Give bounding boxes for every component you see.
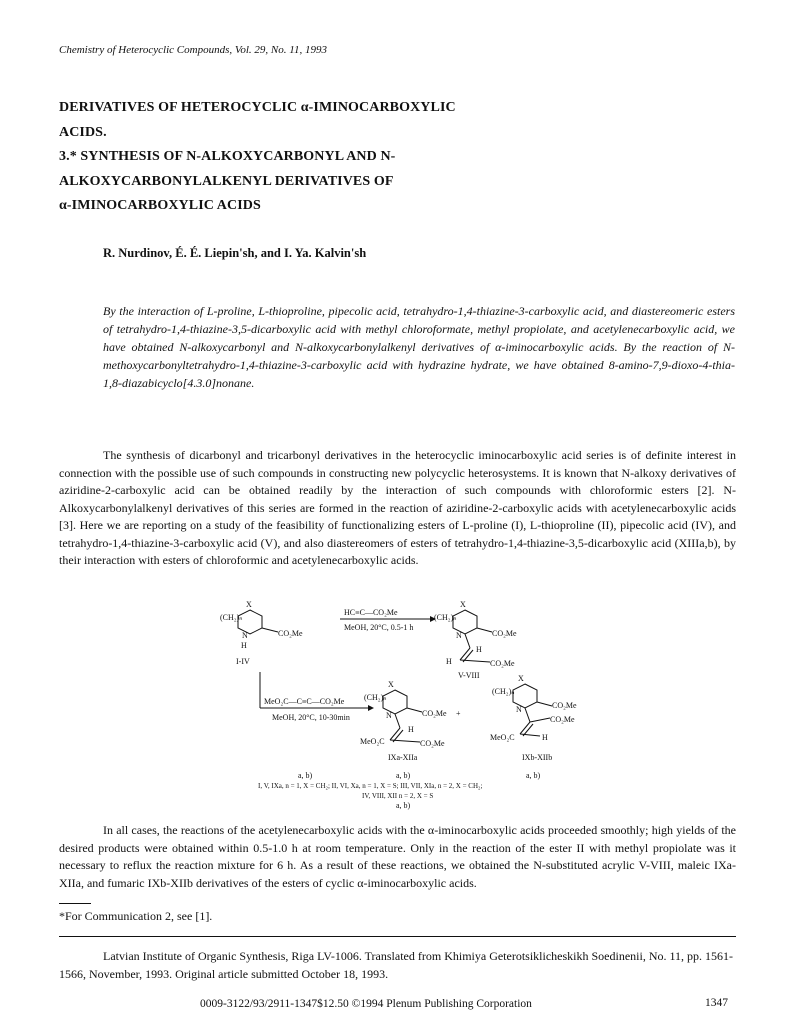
x-label: X	[518, 674, 524, 683]
results-paragraph: In all cases, the reactions of the acetylenecarboxylic acids with the α-iminocarboxylic acids proceeded smoothly; high yields of the desired products were obtained within 0.5-1.0 h at room temperature. Only in the reaction of the ester II with methyl propiolate was it necessary to reflux the reaction mixture for 6 h. As a result of these reactions, we obtained the N-substituted acrylic V-VIII, maleic IXa-XIIa, and fumaric IXb-XIIb derivatives of the esters of cyclic α-iminocarboxylic acids.	[59, 823, 736, 890]
x-label: X	[460, 600, 466, 609]
h-label: H	[542, 733, 548, 742]
scheme-note-ab: a, b)	[526, 771, 541, 780]
title-line: 3.* SYNTHESIS OF N-ALKOXYCARBONYL AND N-	[59, 149, 396, 164]
title-line: ALKOXYCARBONYLALKENYL DERIVATIVES OF	[59, 173, 394, 189]
co2me-label: CO₂Me	[550, 715, 575, 724]
ch2n-label: (CH₂)ₙ	[434, 613, 457, 622]
ch2n-label: (CH₂)ₙ	[220, 613, 243, 622]
co2me-label: CO₂Me	[420, 739, 445, 748]
journal-header: Chemistry of Heterocyclic Compounds, Vol. 29, No. 11, 1993	[59, 44, 327, 56]
x-label: X	[246, 600, 252, 609]
plus-sign: +	[456, 709, 461, 718]
reagent-propiolate: HC≡C—CO₂Me	[344, 608, 398, 617]
scheme-note-line2: IV, VIII, XII n = 2, X = S	[362, 792, 434, 800]
h-label: H	[241, 641, 247, 650]
copyright-code: 0009-3122/93/2911-1347$12.50 ©1994 Plenum Publishing Corporation	[200, 998, 532, 1010]
n-label: N	[516, 705, 522, 714]
reaction-scheme	[220, 592, 620, 822]
co2me-label: CO₂Me	[422, 709, 447, 718]
intro-paragraph: The synthesis of dicarbonyl and tricarbonyl derivatives in the heterocyclic iminocarboxylic acid series is of definite interest in connection with the possible use of such compounds in constructing new polycyclic heterosystems. It is known that N-alkoxy derivatives of aziridine-2-carboxylic acid can be obtained readily by the interaction of such compounds with chloroformic esters [2]. N-Alkoxycarbonylalkenyl derivatives of this series are formed in the reaction of aziridine-2-carboxylic acids with acetylenecarboxylic acids [3]. Here we are reporting on a study of the feasibility of functionalizing esters of L-proline (I), L-thioproline (II), pipecolic acid (IV), and tetrahydro-1,4-thiazine-3-carboxylic acid (V), and also diastereomers of esters of tetrahydro-1,4-thiazine-3,5-dicarboxylic acid (XIIIa,b), by their interaction with esters of chloroformic and acetylenecarboxylic acids.	[59, 448, 736, 567]
n-label: N	[242, 631, 248, 640]
co2me-label: CO₂Me	[278, 629, 303, 638]
affiliation: Latvian Institute of Organic Synthesis, Riga LV-1006. Translated from Khimiya Geterotsiklicheskikh Soedinenii, No. 11, pp. 1561-1566, November, 1993. Original article submitted October 18, 1993.	[59, 949, 734, 981]
h-label: H	[476, 645, 482, 654]
meo2c-label: MeO₂C	[490, 733, 515, 742]
article-title	[59, 96, 456, 219]
n-label: N	[386, 711, 392, 720]
product-compound-label: IXb-XIIb	[522, 753, 553, 762]
scheme-note-line1: I, V, IXa, n = 1, X = CH₂; II, VI, Xa, n = 1, X = S; III, VII, XIa, n = 2, X = CH₂;	[258, 782, 483, 790]
title-line: ACIDS.	[59, 124, 107, 140]
affiliation-rule	[59, 936, 736, 937]
scheme-note-ab: a, b)	[298, 771, 313, 780]
footnote: *For Communication 2, see [1].	[59, 909, 213, 923]
ch2n-label: (CH₂)ₙ	[364, 693, 387, 702]
title-line: α-IMINOCARBOXYLIC ACIDS	[59, 198, 261, 213]
scheme-note-ab: a, b)	[396, 801, 411, 810]
h-label: H	[446, 657, 452, 666]
meo2c-label: MeO₂C	[360, 737, 385, 746]
product-compound-label: IXa-XIIa	[388, 753, 418, 762]
co2me-label: CO₂Me	[492, 629, 517, 638]
x-label: X	[388, 680, 394, 689]
start-compound-label: I-IV	[236, 657, 250, 666]
reagent-acetylenedicarboxylate: MeO₂C—C≡C—CO₂Me	[264, 697, 345, 706]
scheme-note-ab: a, b)	[396, 771, 411, 780]
h-label: H	[408, 725, 414, 734]
footnote-rule	[59, 903, 91, 904]
co2me-label: CO₂Me	[552, 701, 577, 710]
co2me-label: CO₂Me	[490, 659, 515, 668]
ch2n-label: (CH₂)ₙ	[492, 687, 515, 696]
title-line: DERIVATIVES OF HETEROCYCLIC α-IMINOCARBOXYLIC	[59, 100, 456, 115]
conditions-1: MeOH, 20°C, 0.5-1 h	[344, 623, 414, 632]
authors: R. Nurdinov, É. É. Liepin'sh, and I. Ya. Kalvin'sh	[103, 246, 367, 260]
abstract: By the interaction of L-proline, L-thioproline, pipecolic acid, tetrahydro-1,4-thiazine-3-carboxylic acid, and diastereomeric esters of tetrahydro-1,4-thiazine-3,5-dicarboxylic acid with methyl chloroformate, methyl propiolate, and acetylenecarboxylic acid, we have obtained N-alkoxycarbonyl and N-alkoxycarbonylalkenyl derivatives of α-iminocarboxylic acids. By the reaction of N-methoxycarbonyltetrahydro-1,4-thiazine-3-carboxylic acid with hydrazine hydrate, we have obtained 8-amino-7,9-dioxo-4-thia-1,8-diazabicyclo[4.3.0]nonane.	[103, 304, 735, 390]
n-label: N	[456, 631, 462, 640]
conditions-2: MeOH, 20°C, 10-30min	[272, 713, 350, 722]
page-number: 1347	[705, 997, 728, 1009]
product-compound-label: V-VIII	[458, 671, 480, 680]
